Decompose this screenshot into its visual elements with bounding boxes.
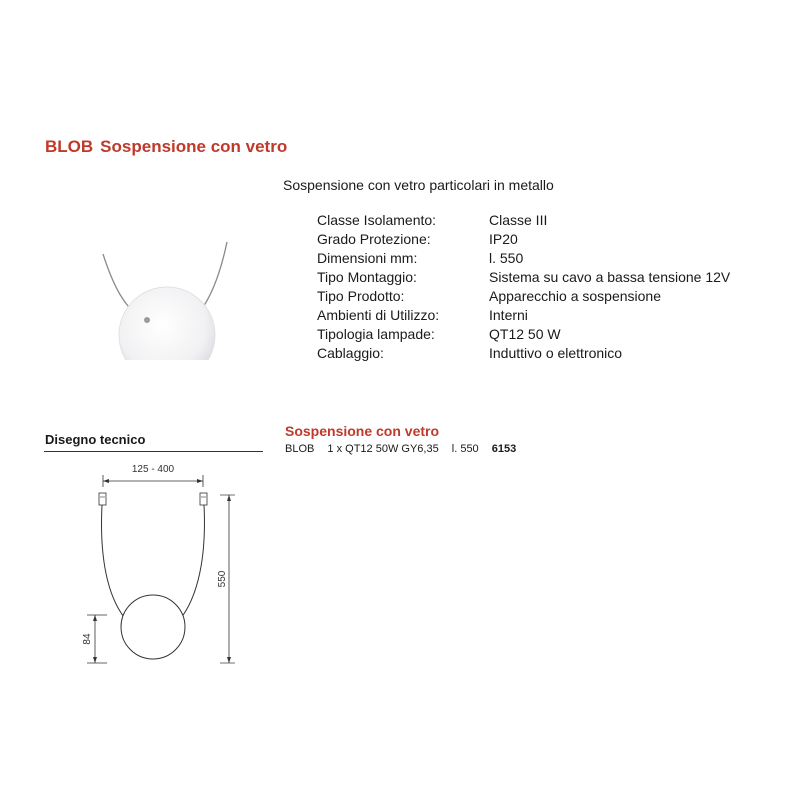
lamp-spec: 1 x QT12 50W GY6,35 bbox=[327, 443, 439, 455]
section-title: Sospensione con vetro bbox=[285, 423, 440, 439]
spec-row bbox=[317, 344, 777, 363]
technical-drawing-title: Disegno tecnico bbox=[45, 432, 146, 447]
product-photo bbox=[95, 240, 235, 360]
spec-row bbox=[317, 211, 777, 230]
brand-name: BLOB bbox=[45, 137, 94, 156]
product-title: Sospensione con vetro bbox=[100, 137, 288, 156]
article-code: 6153 bbox=[491, 443, 517, 455]
spec-row bbox=[317, 325, 777, 344]
spec-label: Ambienti di Utilizzo: bbox=[317, 307, 440, 323]
globe-dimension-label: 84 bbox=[82, 633, 93, 645]
spec-value: IP20 bbox=[489, 231, 518, 247]
spec-value: Classe III bbox=[489, 212, 548, 228]
divider bbox=[44, 451, 263, 452]
spec-value: Induttivo o elettronico bbox=[489, 345, 623, 361]
height-dimension-label: 550 bbox=[217, 570, 228, 588]
technical-drawing bbox=[55, 455, 255, 675]
spec-label: Tipo Prodotto: bbox=[317, 288, 405, 304]
spec-row bbox=[317, 287, 777, 306]
product-name: BLOB bbox=[285, 443, 315, 455]
spec-label: Grado Protezione: bbox=[317, 231, 431, 247]
product-description: Sospensione con vetro particolari in metallo bbox=[283, 177, 554, 193]
length-spec: l. 550 bbox=[451, 443, 479, 455]
product-code-row bbox=[285, 443, 516, 455]
spec-label: Dimensioni mm: bbox=[317, 250, 418, 266]
spec-label: Cablaggio: bbox=[317, 345, 384, 361]
spec-label: Tipo Montaggio: bbox=[317, 269, 417, 285]
spec-row bbox=[317, 268, 777, 287]
spec-row bbox=[317, 249, 777, 268]
spec-label: Tipologia lampade: bbox=[317, 326, 435, 342]
spec-value: Sistema su cavo a bassa tensione 12V bbox=[489, 269, 731, 285]
width-dimension-label: 125 - 400 bbox=[131, 464, 175, 475]
spec-value: Apparecchio a sospensione bbox=[489, 288, 662, 304]
spec-value: QT12 50 W bbox=[489, 326, 561, 342]
spec-table bbox=[317, 211, 777, 363]
spec-label: Classe Isolamento: bbox=[317, 212, 437, 228]
spec-row bbox=[317, 230, 777, 249]
spec-row bbox=[317, 306, 777, 325]
spec-value: l. 550 bbox=[489, 250, 524, 266]
spec-value: Interni bbox=[489, 307, 528, 323]
page-title bbox=[45, 137, 287, 157]
